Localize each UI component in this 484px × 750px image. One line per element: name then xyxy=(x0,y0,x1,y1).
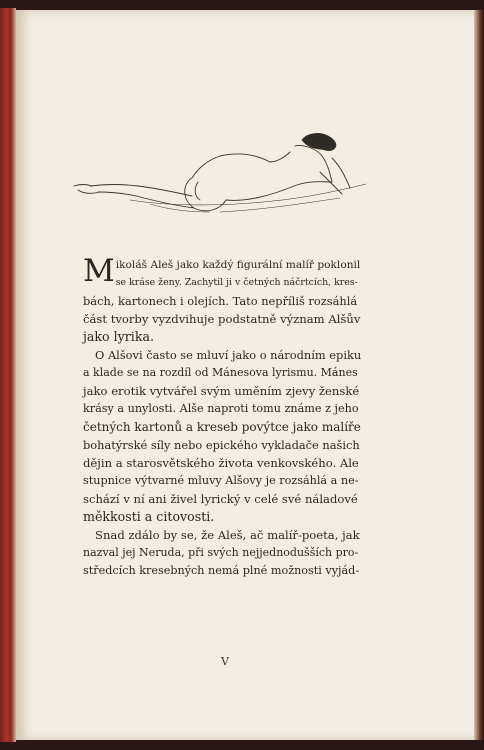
text-line: četných kartonů a kreseb povýtce jako malíře xyxy=(83,420,361,434)
text-line: ikoláš Aleš jako každý figurální malíř poklonil xyxy=(115,259,361,271)
paragraph-1 xyxy=(83,253,361,346)
paragraph-3 xyxy=(83,526,361,580)
text-line: krásy a unylosti. Alše naproti tomu známe z jeho xyxy=(83,402,359,415)
text-line: schází v ní ani živel lyrický v celé své náladové xyxy=(83,492,358,506)
paragraph-2 xyxy=(83,346,361,526)
book-binding xyxy=(0,8,16,742)
reclining-figure-sketch xyxy=(70,122,370,232)
text-line: část tvorby vyzdvihuje podstatně význam Alšův xyxy=(83,312,361,326)
drop-cap: M xyxy=(83,253,115,289)
text-line: nazval jej Neruda, při svých nejjednodušších pro- xyxy=(83,546,359,559)
text-line: jako erotik vytvářel svým uměním zjevy ženské xyxy=(83,384,360,398)
page-number: V xyxy=(221,655,229,668)
body-text xyxy=(83,253,362,580)
text-line: bách, kartonech i olejích. Tato nepříliš rozsáhlá xyxy=(83,294,358,308)
text-line: středcích kresebných nemá plné možnosti vyjád- xyxy=(83,564,360,577)
text-line: bohatýrské síly nebo epického vykladače našich xyxy=(83,438,360,452)
text-line: měkkosti a citovosti. xyxy=(83,509,215,524)
text-line: jako lyrika. xyxy=(83,329,154,344)
text-line: dějin a starosvětského života venkovského. Ale xyxy=(83,456,359,470)
text-line: se kráse ženy. Zachytil ji v četných náčrtcích, kres- xyxy=(115,277,358,288)
text-line: stupnice výtvarné mluvy Alšovy je rozsáhlá a ne- xyxy=(83,474,359,487)
text-line: O Alšovi často se mluví jako o národním epiku xyxy=(95,348,362,362)
page-edge xyxy=(474,10,484,740)
text-line: a klade se na rozdíl od Mánesova lyrismu. Mánes xyxy=(83,366,358,379)
text-line: Snad zdálo by se, že Aleš, ač malíř-poeta, jak xyxy=(95,528,360,542)
